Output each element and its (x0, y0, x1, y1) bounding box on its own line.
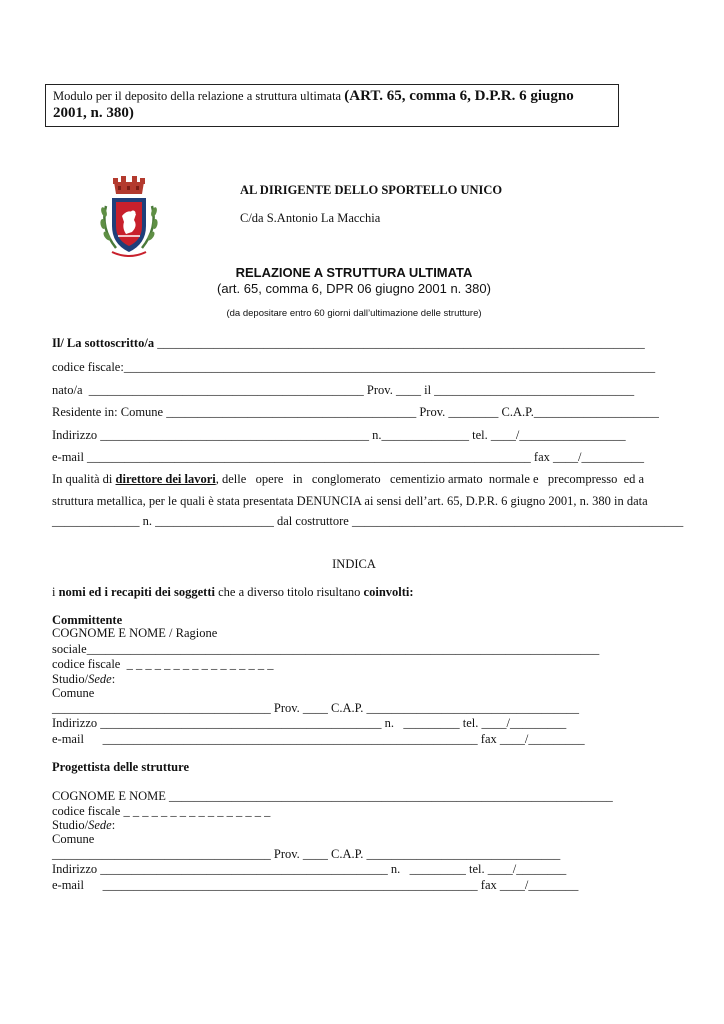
committente-email-line[interactable]: e-mail ____________________________________________________________ fax ____/_________ (52, 732, 585, 746)
declarant-address-line[interactable]: Indirizzo ___________________________________________ n.______________ tel. ____/_________________ (52, 428, 626, 442)
progettista-comune-label: Comune (52, 832, 95, 846)
committente-studio-label (52, 673, 115, 686)
addressee-title: AL DIRIGENTE DELLO SPORTELLO UNICO (240, 183, 503, 197)
declarant-tax-code-line[interactable]: codice fiscale:_____________________________________________________________________________________ (52, 360, 656, 374)
header-prefix: Modulo per il deposito della relazione a struttura ultimata (53, 89, 345, 103)
progettista-email-line[interactable]: e-mail ____________________________________________________________ fax ____/________ (52, 878, 579, 892)
committente-company-line[interactable]: sociale__________________________________________________________________________________ (52, 642, 600, 656)
declarant-residence-blank: ________________________________________ Prov. ________ C.A.P.____________________ (166, 405, 659, 419)
declarant-name-line[interactable] (52, 337, 645, 350)
progettista-name-line[interactable]: COGNOME E NOME _______________________________________________________________________ (52, 789, 613, 803)
document-subtitle: (art. 65, comma 6, DPR 06 giugno 2001 n. 380) (217, 281, 491, 296)
committente-name-label: COGNOME E NOME / Ragione (52, 626, 218, 640)
committente-comune-label: Comune (52, 686, 95, 700)
progettista-studio-label (52, 819, 115, 832)
committente-address-line[interactable]: Indirizzo _____________________________________________ n. _________ tel. ____/_________ (52, 716, 567, 730)
declarant-name-label: Il/ La sottoscritto/a (52, 336, 155, 350)
declarant-role-paragraph (52, 473, 644, 486)
committente-tax-code-line[interactable]: codice fiscale _ _ _ _ _ _ _ _ _ _ _ _ _ _ _ _ (52, 657, 274, 671)
indica-heading: INDICA (332, 557, 376, 571)
studio-label: Studio/ (52, 818, 89, 832)
progettista-heading: Progettista delle strutture (52, 760, 189, 774)
studio-colon: : (111, 672, 116, 686)
studio-label: Studio/ (52, 672, 89, 686)
declarant-email-line[interactable]: e-mail _______________________________________________________________________ fax ____/__________ (52, 450, 644, 464)
header-box (45, 84, 619, 127)
document-note: (da depositare entro 60 giorni dall’ultimazione delle strutture) (226, 308, 482, 319)
municipal-coat-of-arms-icon (98, 176, 160, 260)
header-reference: (ART. 65, comma 6, D.P.R. 6 giugno 2001, n. 380) (53, 88, 574, 121)
committente-comune-line[interactable]: ___________________________________ Prov. ____ C.A.P. __________________________________ (52, 701, 579, 715)
declarant-name-blank: ______________________________________________________________________________ (154, 336, 645, 350)
document-title: RELAZIONE A STRUTTURA ULTIMATA (235, 265, 473, 280)
declarant-denuncia-paragraph: struttura metallica, per le quali è stata presentata DENUNCIA ai sensi dell’art. 65, D.P.R. 6 giugno 2001, n. 380 in data (52, 494, 648, 508)
declarant-residence-line[interactable] (52, 406, 659, 419)
declarant-residence-label: Residente in: Comune (52, 405, 167, 419)
role-suffix: , delle opere in conglomerato cementizio armato normale e precompresso ed a (215, 472, 645, 486)
committente-heading: Committente (52, 613, 123, 627)
progettista-tax-code-line[interactable]: codice fiscale _ _ _ _ _ _ _ _ _ _ _ _ _ _ _ _ (52, 804, 271, 818)
declarant-birth-line[interactable]: nato/a ____________________________________________ Prov. ____ il ________________________________ (52, 383, 635, 397)
intro-a: i (52, 585, 59, 599)
intro-bold2: coinvolti: (363, 585, 414, 599)
indica-intro (52, 586, 414, 599)
intro-b: che a diverso titolo risultano (214, 585, 364, 599)
role-director: direttore dei lavori (115, 472, 216, 486)
sede-label: Sede (88, 672, 112, 686)
studio-colon: : (111, 818, 116, 832)
addressee-address: C/da S.Antonio La Macchia (240, 211, 381, 225)
sede-label: Sede (88, 818, 112, 832)
progettista-address-line[interactable]: Indirizzo ______________________________________________ n. _________ tel. ____/________ (52, 862, 567, 876)
role-prefix: In qualità di (52, 472, 116, 486)
progettista-comune-line[interactable]: ___________________________________ Prov. ____ C.A.P. _______________________________ (52, 847, 561, 861)
intro-bold: nomi ed i recapiti dei soggetti (58, 585, 215, 599)
declarant-builder-line[interactable]: ______________ n. ___________________ dal costruttore _____________________________________________________ (52, 514, 684, 528)
